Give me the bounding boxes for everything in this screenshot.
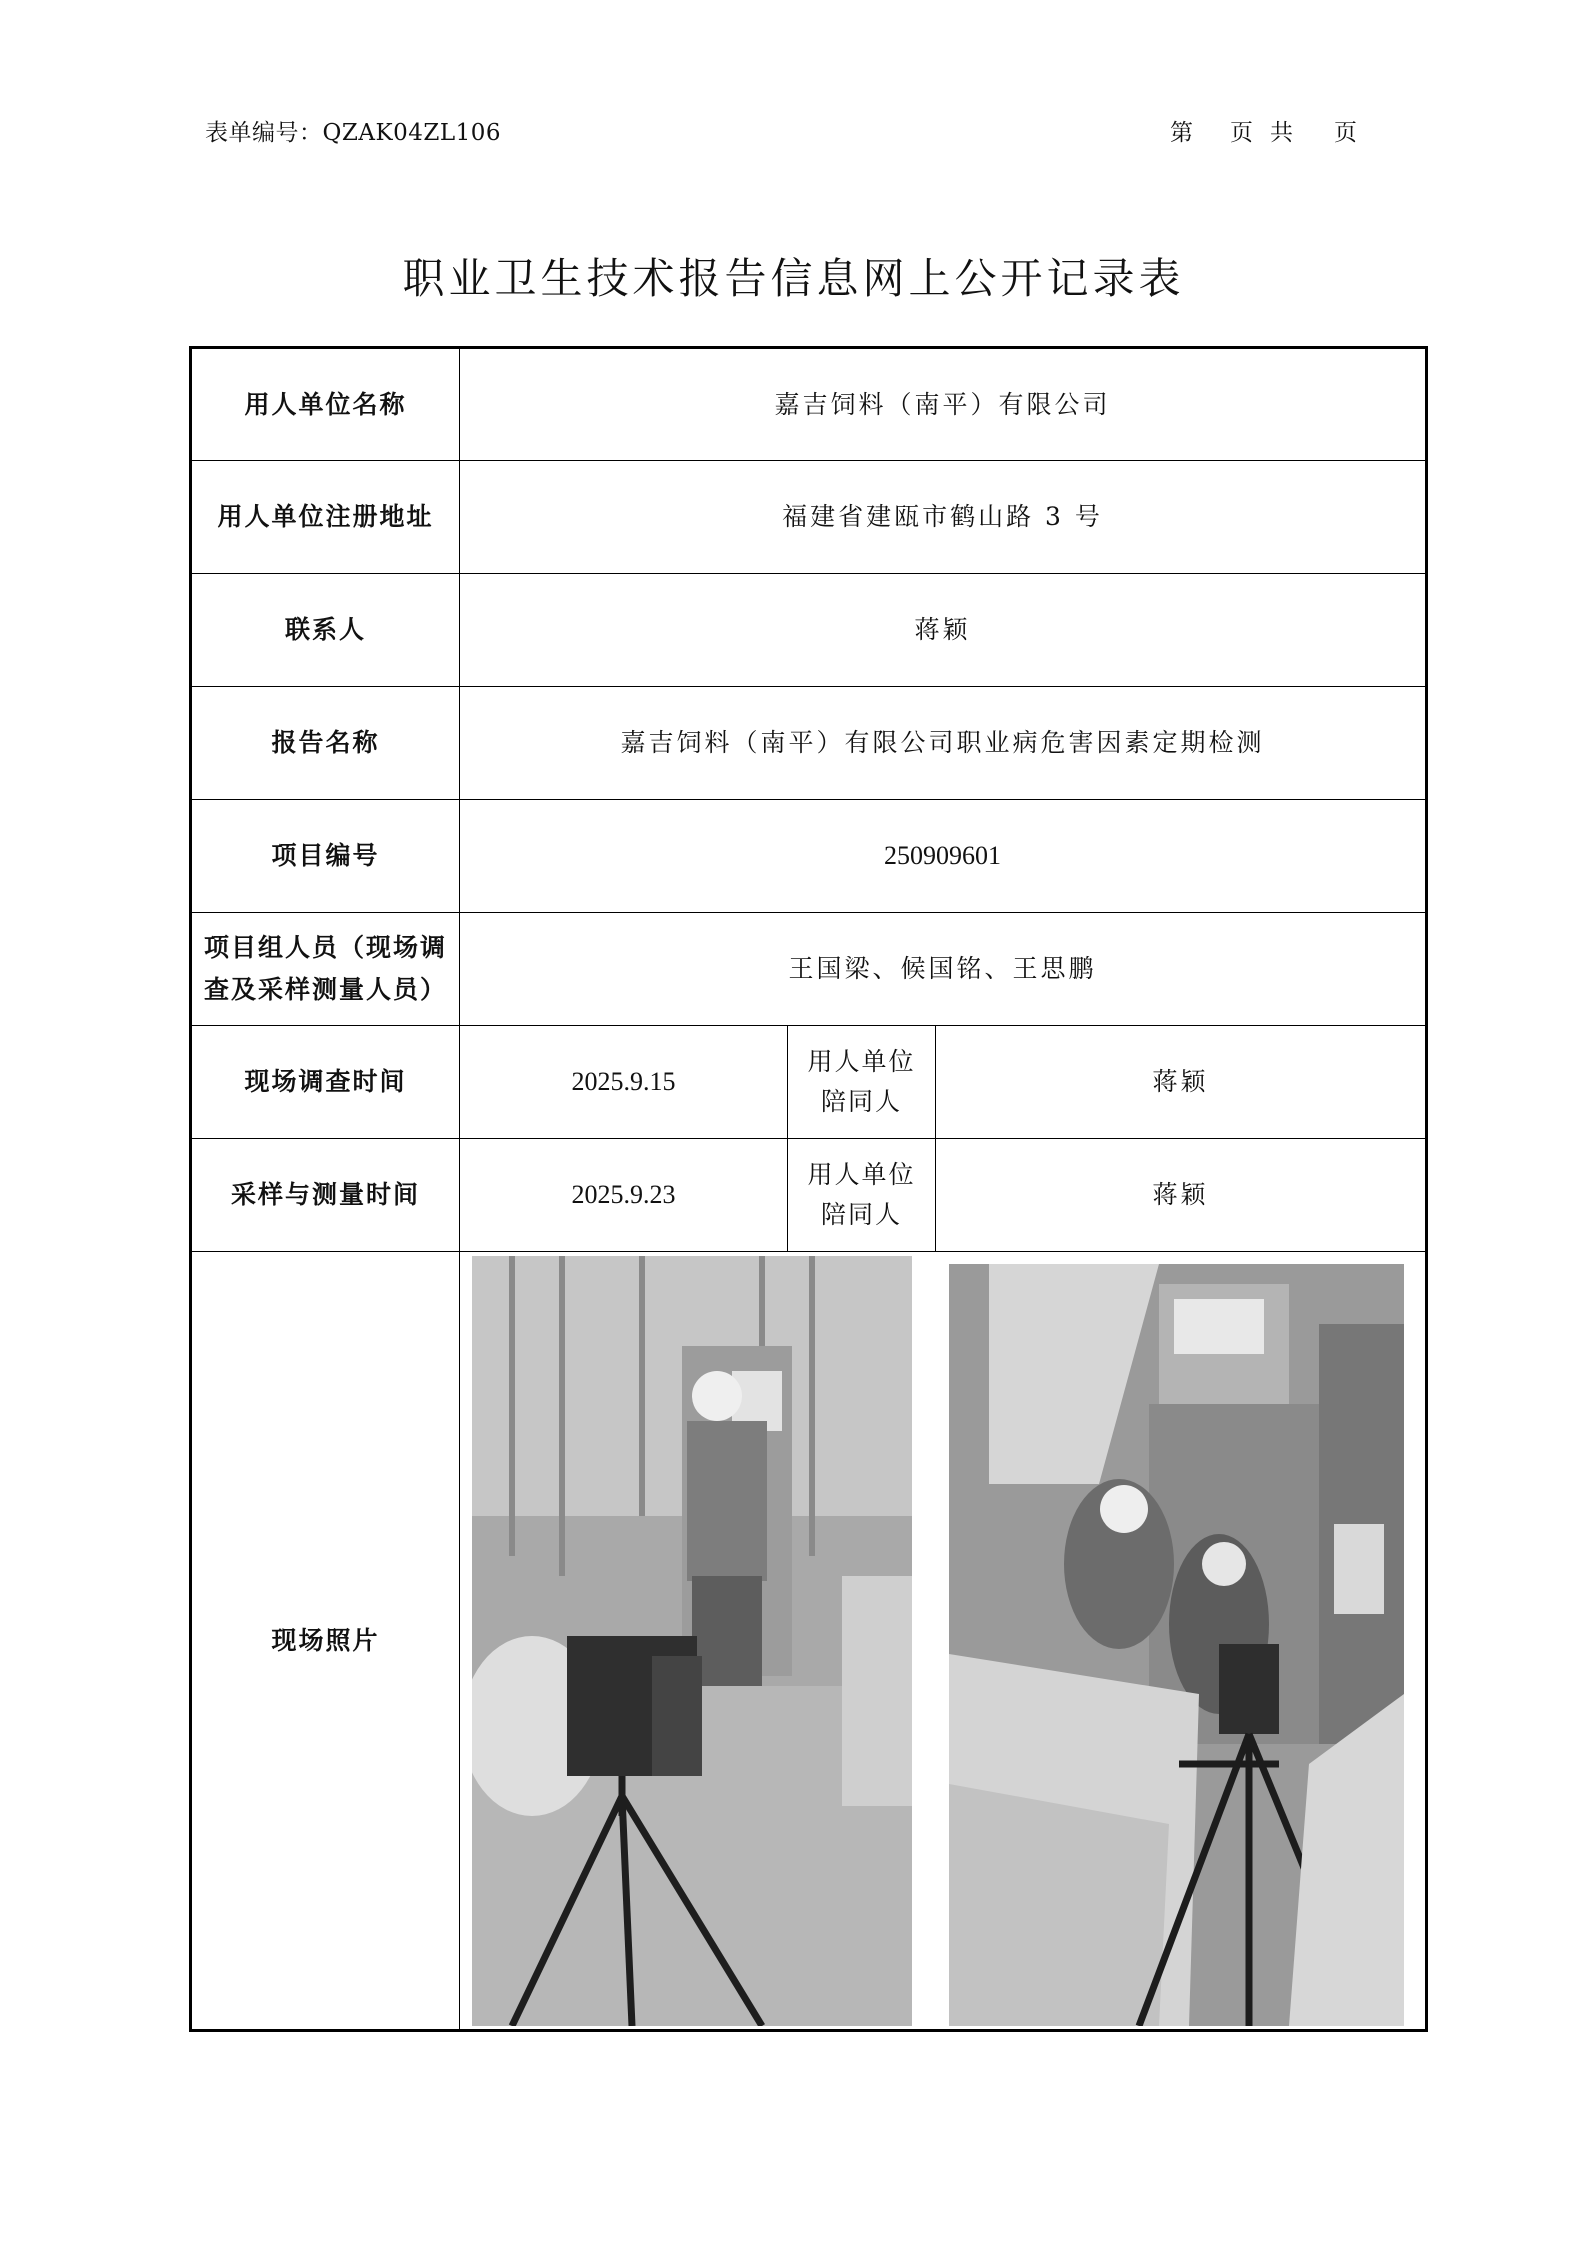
- project-number-label: 项目编号: [191, 800, 460, 913]
- contact-value: 蒋颖: [460, 574, 1427, 687]
- sampling-companion-label: 用人单位陪同人: [788, 1139, 936, 1252]
- row-sampling-time: [191, 1139, 1427, 1252]
- survey-companion-value: 蒋颖: [936, 1026, 1427, 1139]
- page-title: 职业卫生技术报告信息网上公开记录表: [402, 254, 1185, 303]
- row-project-number: [191, 800, 1427, 913]
- team-members-label: 项目组人员（现场调查及采样测量人员）: [191, 913, 460, 1026]
- row-report-name: [191, 687, 1427, 800]
- team-members-value: 王国梁、候国铭、王思鹏: [460, 913, 1427, 1026]
- sampling-companion-value: 蒋颖: [936, 1139, 1427, 1252]
- row-employer-address: [191, 461, 1427, 574]
- project-number-value: 250909601: [460, 800, 1427, 913]
- sampling-time-label: 采样与测量时间: [191, 1139, 460, 1252]
- form-number: 表单编号：QZAK04ZL106: [205, 120, 502, 146]
- survey-time-date: 2025.9.15: [460, 1026, 788, 1139]
- site-photos-cell: [460, 1252, 1427, 2031]
- site-photos-container: [460, 1252, 1425, 2029]
- survey-companion-label: 用人单位陪同人: [788, 1026, 936, 1139]
- row-survey-time: [191, 1026, 1427, 1139]
- row-contact: [191, 574, 1427, 687]
- survey-time-label: 现场调查时间: [191, 1026, 460, 1139]
- record-table: [189, 346, 1428, 2032]
- row-site-photos: [191, 1252, 1427, 2031]
- employer-name-value: 嘉吉饲料（南平）有限公司: [460, 348, 1427, 461]
- page-gong: 共: [1270, 120, 1293, 146]
- page-ye-total: 页: [1334, 120, 1357, 146]
- employer-name-label: 用人单位名称: [191, 348, 460, 461]
- employer-address-label: 用人单位注册地址: [191, 461, 460, 574]
- row-employer-name: [191, 348, 1427, 461]
- site-photos-label: 现场照片: [191, 1252, 460, 2031]
- site-photo-1: [472, 1256, 912, 2026]
- report-name-value: 嘉吉饲料（南平）有限公司职业病危害因素定期检测: [460, 687, 1427, 800]
- contact-label: 联系人: [191, 574, 460, 687]
- page-ye: 页: [1230, 120, 1253, 146]
- row-team-members: [191, 913, 1427, 1026]
- page-indicator: [1170, 114, 1364, 147]
- site-photo-2: [949, 1264, 1404, 2026]
- employer-address-value: 福建省建瓯市鹤山路 3 号: [460, 461, 1427, 574]
- report-name-label: 报告名称: [191, 687, 460, 800]
- page-di: 第: [1170, 120, 1193, 146]
- sampling-time-date: 2025.9.23: [460, 1139, 788, 1252]
